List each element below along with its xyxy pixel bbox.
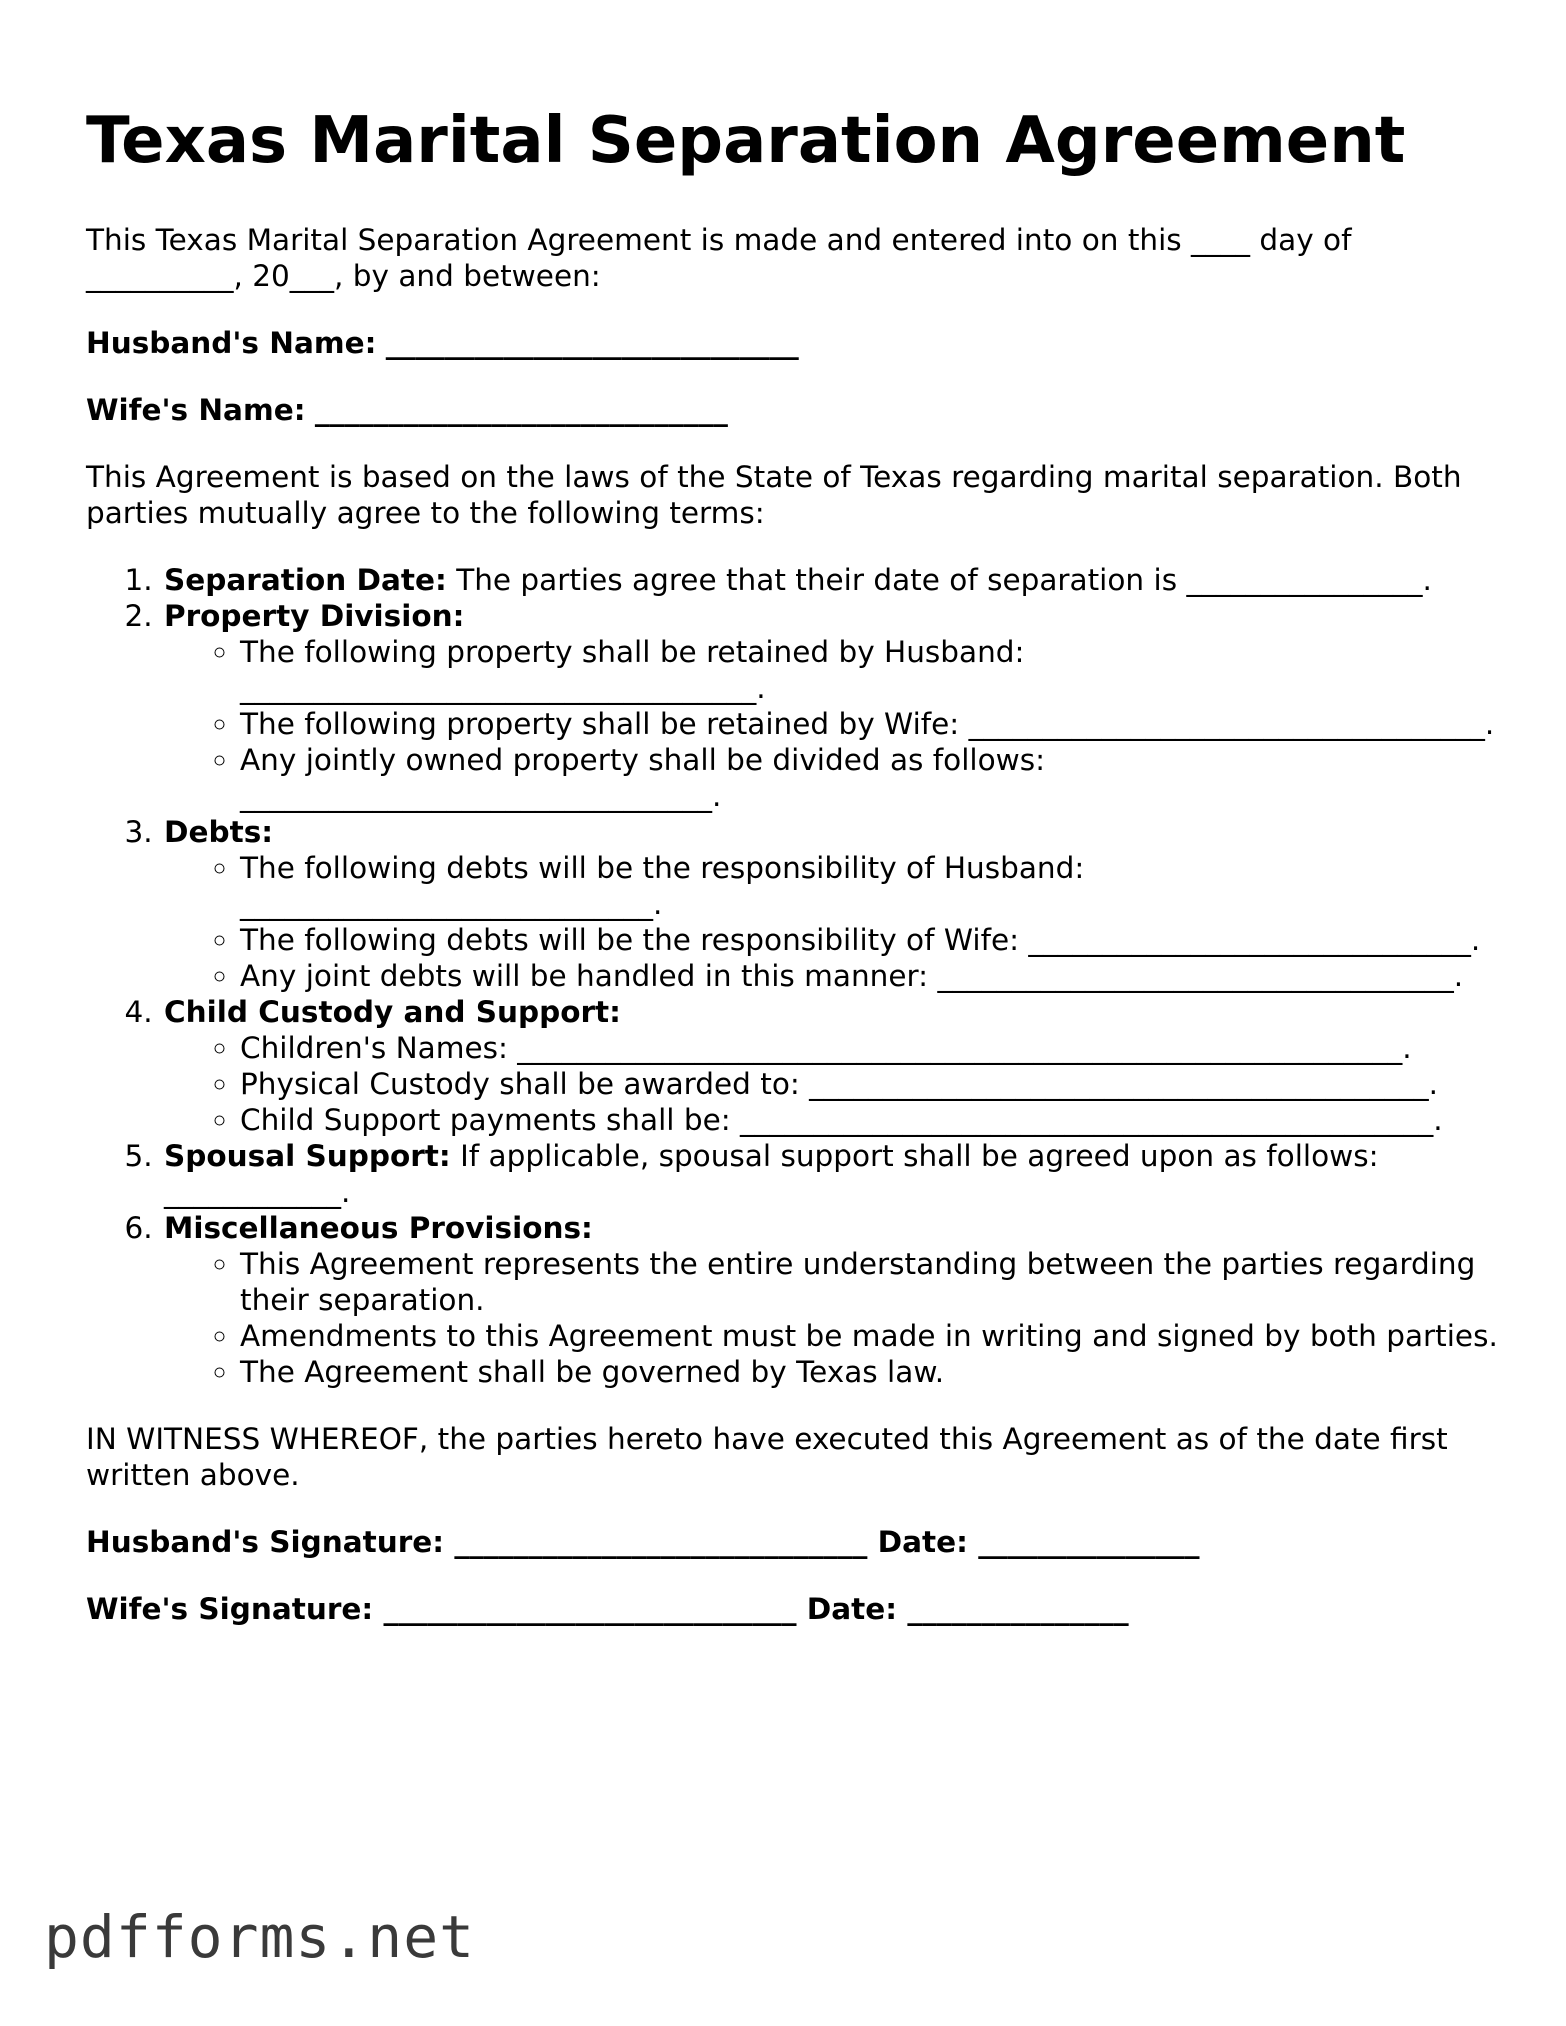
husband-date-label: Date: bbox=[877, 1525, 968, 1559]
list-item: ◦ Any joint debts will be handled in this manner: ___________________________________. bbox=[240, 958, 1506, 994]
list-item: ◦ The following debts will be the responsibility of Husband: ____________________________. bbox=[240, 850, 1506, 922]
sub-list bbox=[164, 1030, 1506, 1138]
term-label: Child Custody and Support: bbox=[164, 995, 621, 1029]
term-label: Property Division: bbox=[164, 599, 465, 633]
term-property-division bbox=[162, 598, 1506, 814]
wife-signature-blank[interactable]: ____________________________ bbox=[383, 1592, 797, 1626]
wife-signature-label: Wife's Signature: bbox=[86, 1592, 374, 1626]
husband-name-line bbox=[86, 325, 1506, 361]
basis-paragraph: This Agreement is based on the laws of the State of Texas regarding marital separation. Both parties mutually agree to the following terms: bbox=[86, 460, 1462, 530]
page-title: Texas Marital Separation Agreement bbox=[86, 104, 1406, 178]
sub-list bbox=[164, 1246, 1506, 1390]
husband-signature-line bbox=[86, 1524, 1506, 1560]
terms-list bbox=[86, 562, 1506, 1390]
husband-signature-label: Husband's Signature: bbox=[86, 1525, 445, 1559]
list-item: ◦ Children's Names: ____________________________________________________________. bbox=[240, 1030, 1506, 1066]
term-label: Debts: bbox=[164, 815, 274, 849]
wife-date-label: Date: bbox=[806, 1592, 898, 1626]
term-text: If applicable, spousal support shall be agreed upon as follows: ____________. bbox=[164, 1139, 1379, 1209]
term-debts bbox=[162, 814, 1506, 994]
list-item: ◦ This Agreement represents the entire understanding between the parties regarding their separation. bbox=[240, 1246, 1506, 1318]
watermark-logo: pdfforms.net bbox=[44, 1903, 476, 1971]
wife-name-line bbox=[86, 392, 1506, 428]
husband-signature-blank[interactable]: ____________________________ bbox=[454, 1525, 868, 1559]
list-item: ◦ The following property shall be retained by Husband: ___________________________________. bbox=[240, 634, 1506, 706]
husband-date-blank[interactable]: _______________ bbox=[978, 1525, 1200, 1559]
husband-name-label: Husband's Name: bbox=[86, 326, 377, 360]
list-item: ◦ The following debts will be the responsibility of Wife: ______________________________. bbox=[240, 922, 1506, 958]
wife-name-blank[interactable]: ____________________________ bbox=[314, 393, 728, 427]
list-item: ◦ Amendments to this Agreement must be made in writing and signed by both parties. bbox=[240, 1318, 1506, 1354]
term-miscellaneous bbox=[162, 1210, 1506, 1390]
term-label: Spousal Support: bbox=[164, 1139, 451, 1173]
witness-paragraph: IN WITNESS WHEREOF, the parties hereto have executed this Agreement as of the date first written above. bbox=[86, 1422, 1448, 1492]
list-item: ◦ The following property shall be retained by Wife: ___________________________________. bbox=[240, 706, 1506, 742]
term-spousal-support bbox=[162, 1138, 1506, 1210]
wife-signature-line bbox=[86, 1591, 1506, 1627]
intro-paragraph: This Texas Marital Separation Agreement is made and entered into on this ____ day of __________, 20___, by and between: bbox=[86, 223, 1352, 293]
list-item: ◦ Physical Custody shall be awarded to: __________________________________________. bbox=[240, 1066, 1506, 1102]
wife-name-label: Wife's Name: bbox=[86, 393, 306, 427]
term-text: The parties agree that their date of separation is ________________. bbox=[456, 563, 1432, 597]
list-item: ◦ The Agreement shall be governed by Texas law. bbox=[240, 1354, 1506, 1390]
term-label: Separation Date: bbox=[164, 563, 447, 597]
list-item: ◦ Child Support payments shall be: _______________________________________________. bbox=[240, 1102, 1506, 1138]
sub-list bbox=[164, 634, 1506, 814]
list-item: ◦ Any jointly owned property shall be divided as follows: ________________________________. bbox=[240, 742, 1506, 814]
term-child-custody bbox=[162, 994, 1506, 1138]
term-label: Miscellaneous Provisions: bbox=[164, 1211, 593, 1245]
sub-list bbox=[164, 850, 1506, 994]
husband-name-blank[interactable]: ____________________________ bbox=[385, 326, 799, 360]
term-separation-date bbox=[162, 562, 1506, 598]
wife-date-blank[interactable]: _______________ bbox=[907, 1592, 1129, 1626]
document-page bbox=[86, 100, 1506, 1658]
